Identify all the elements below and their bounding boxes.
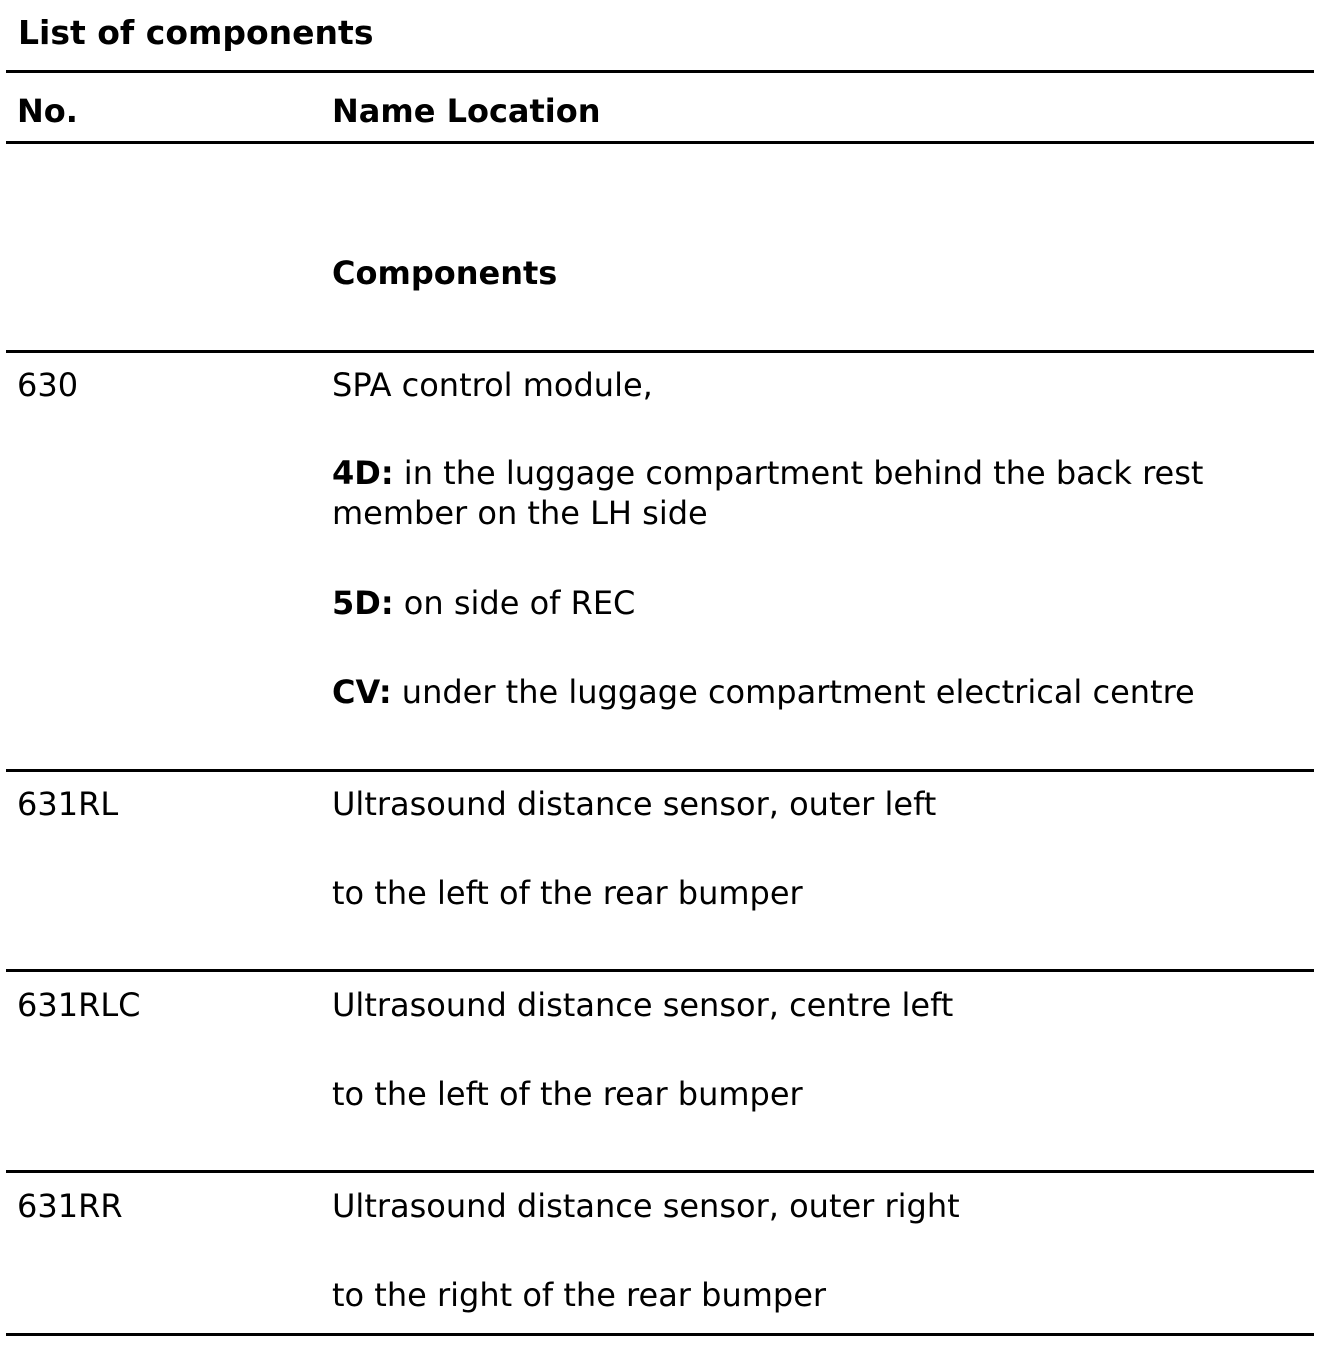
row-location: to the right of the rear bumper bbox=[332, 1276, 827, 1314]
row-number: 631RR bbox=[17, 1187, 123, 1225]
section-rule bbox=[6, 350, 1314, 353]
variant-prefix: CV: bbox=[332, 673, 392, 711]
header-no: No. bbox=[17, 92, 78, 130]
row-location bbox=[332, 453, 1292, 533]
row-location: to the left of the rear bumper bbox=[332, 1075, 803, 1113]
section-heading: Components bbox=[332, 254, 558, 292]
header-name-location: Name Location bbox=[332, 92, 601, 130]
row-rule bbox=[6, 769, 1314, 772]
table-top-rule bbox=[6, 70, 1314, 73]
location-text: in the luggage compartment behind the back rest member on the LH side bbox=[332, 454, 1204, 532]
variant-prefix: 4D: bbox=[332, 454, 394, 492]
row-name: Ultrasound distance sensor, outer left bbox=[332, 785, 937, 823]
header-rule bbox=[6, 141, 1314, 144]
row-location bbox=[332, 583, 635, 623]
row-name: Ultrasound distance sensor, centre left bbox=[332, 986, 954, 1024]
document-title: List of components bbox=[18, 13, 374, 52]
row-location: to the left of the rear bumper bbox=[332, 874, 803, 912]
row-name: Ultrasound distance sensor, outer right bbox=[332, 1187, 960, 1225]
table-bottom-rule bbox=[6, 1333, 1314, 1336]
row-number: 630 bbox=[17, 366, 79, 404]
location-text: on side of REC bbox=[393, 584, 636, 622]
row-rule bbox=[6, 969, 1314, 972]
row-number: 631RLC bbox=[17, 986, 141, 1024]
row-location bbox=[332, 672, 1195, 712]
row-rule bbox=[6, 1170, 1314, 1173]
variant-prefix: 5D: bbox=[332, 584, 394, 622]
location-text: under the luggage compartment electrical centre bbox=[391, 673, 1195, 711]
row-name: SPA control module, bbox=[332, 366, 653, 404]
row-number: 631RL bbox=[17, 785, 119, 823]
